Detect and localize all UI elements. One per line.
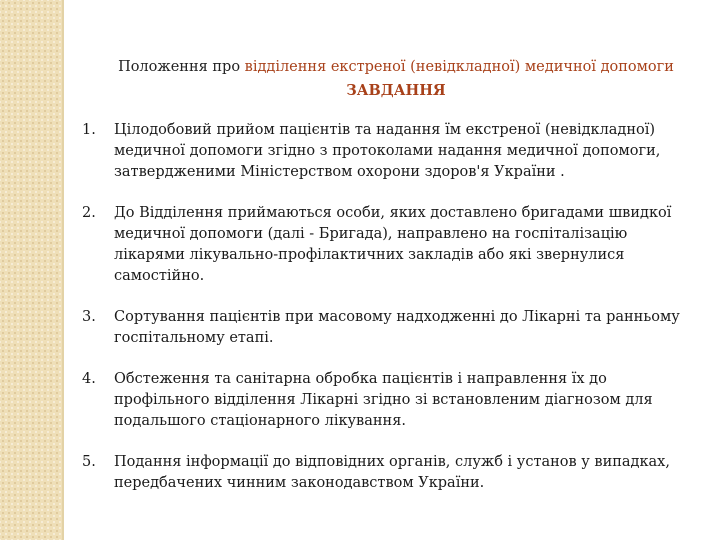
task-text: До Відділення приймаються особи, яких доставлено бригадами швидкої медичної допомоги (далі - Бригада), направлено на госпіталізацію лікарями лікувально-профілактичних закладів або які звернулися самостійно.: [114, 205, 672, 284]
page-heading: [90, 58, 702, 77]
task-number: 1.: [82, 122, 96, 138]
task-item: [82, 307, 702, 349]
tasks-title: ЗАВДАННЯ: [346, 82, 446, 99]
task-text: Обстеження та санітарна обробка пацієнтів і направлення їх до профільного відділення Лікарні згідно зі встановленим діагнозом для подальшого стаціонарного лікування.: [114, 371, 653, 429]
task-item: [82, 369, 702, 432]
task-item: [82, 452, 702, 494]
task-item: [82, 120, 702, 183]
task-number: 2.: [82, 205, 96, 221]
tasks-list: [82, 120, 702, 494]
heading-prefix: Положення про: [118, 59, 241, 75]
heading-accent: відділення екстреної (невідкладної) медичної допомоги: [244, 59, 674, 75]
task-number: 5.: [82, 454, 96, 470]
task-text: Подання інформації до відповідних органів, служб і установ у випадках, передбачених чинним законодавством України.: [114, 454, 670, 491]
task-item: [82, 203, 702, 287]
task-number: 4.: [82, 371, 96, 387]
task-text: Сортування пацієнтів при масовому надходженні до Лікарні та ранньому госпітальному етапі.: [114, 309, 680, 346]
document-content: [82, 58, 702, 514]
side-strip-edge: [62, 0, 64, 540]
task-text: Цілодобовий прийом пацієнтів та надання їм екстреної (невідкладної) медичної допомоги згідно з протоколами надання медичної допомоги, затвердженими Міністерством охорони здоров'я України .: [114, 122, 661, 180]
decorative-side-strip: [0, 0, 62, 540]
task-number: 3.: [82, 309, 96, 325]
